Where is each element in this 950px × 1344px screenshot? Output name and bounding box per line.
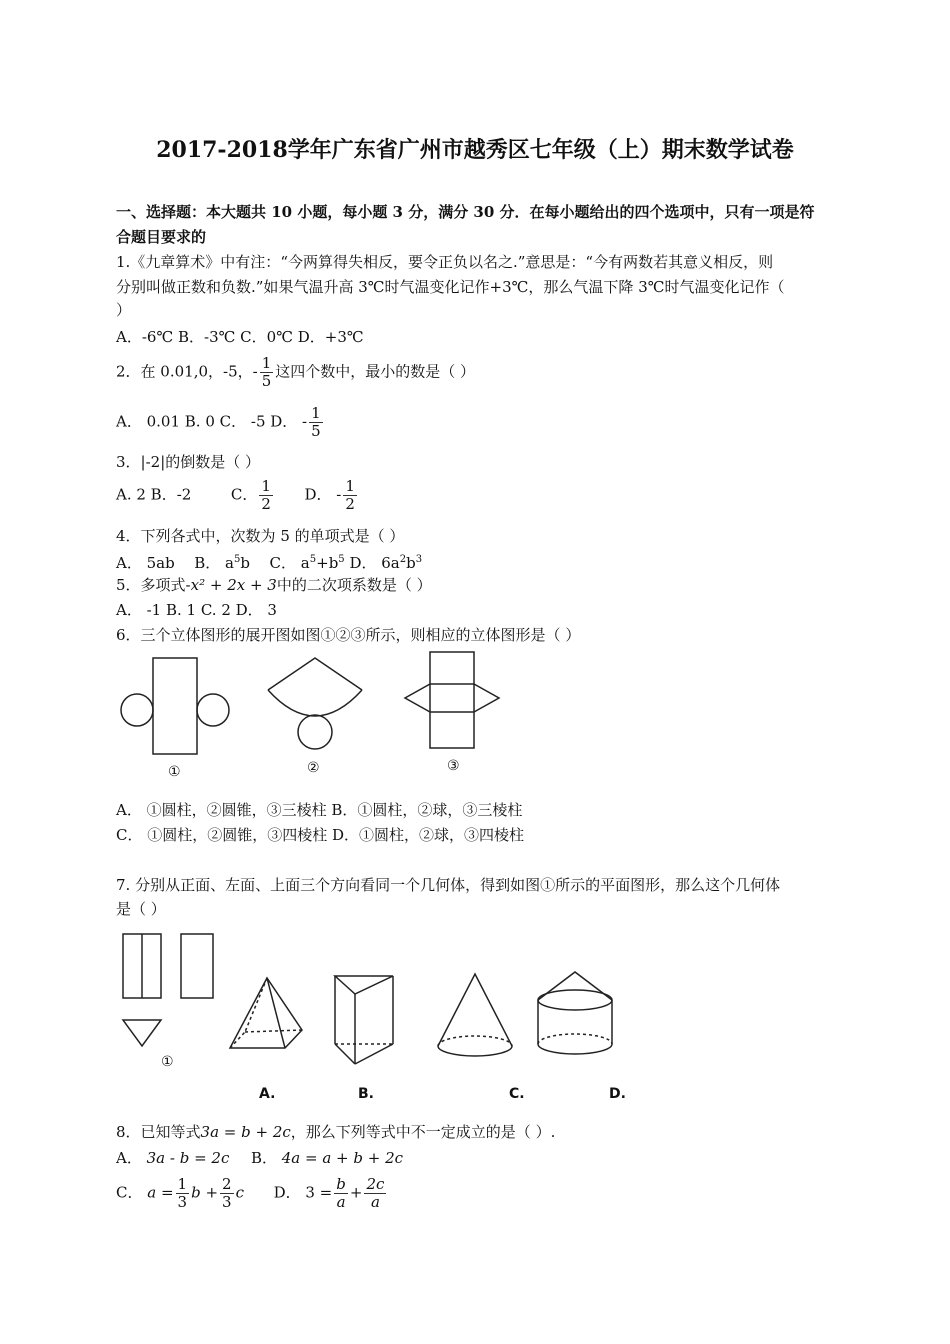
q4-opt-c-mid: +b: [316, 554, 339, 572]
q4-stem: 4．下列各式中，次数为 5 的单项式是（ ）: [116, 527, 405, 545]
q6-options-line2: C． ①圆柱，②圆锥，③四棱柱 D．①圆柱，②球，③四棱柱: [116, 826, 525, 844]
q8-opt-a: A．: [116, 1149, 142, 1167]
q8-opt-c-mid: b +: [191, 1183, 219, 1202]
q7-option-label-c: C.: [509, 1086, 525, 1102]
q7-fig-label: ①: [161, 1054, 174, 1070]
q7-option-label-b: B.: [358, 1086, 374, 1102]
q2-options: [116, 405, 325, 440]
q1-stem-line2: 分别叫做正数和负数.”如果气温升高 3℃时气温变化记作+3℃，那么气温下降 3℃时气温变化记作（: [116, 278, 785, 296]
q3-opt-ab: A. 2 B．-2: [116, 485, 192, 504]
q8-opt-a-expr: 3a - b = 2c: [146, 1149, 230, 1167]
section-heading-line1: 一、选择题：本大题共 10 小题，每小题 3 分，满分 30 分．在每小题给出的四个选项中，只有一项是符: [116, 203, 815, 221]
q2-stem-suffix: 这四个数中，最小的数是（ ）: [275, 362, 476, 381]
q8-opt-d: D．: [273, 1183, 301, 1202]
q4-opt-d: D． 6a: [344, 554, 400, 572]
q3-c-num: 1: [261, 477, 271, 495]
q8-opt-c: C．: [116, 1183, 143, 1202]
q2-opt-fraction: [309, 405, 323, 440]
q3-opt-c: C．: [230, 485, 258, 504]
section-heading-line2: 合题目要求的: [116, 228, 207, 246]
q8-opt-c-frac1: [176, 1176, 190, 1211]
q2-opt-frac-den: 5: [311, 422, 321, 440]
cone-icon: [438, 974, 512, 1056]
q7-option-label-d: D.: [609, 1086, 626, 1102]
q8-opt-b-expr: 4a = a + b + 2c: [281, 1149, 404, 1167]
q3-stem: 3．|-2|的倒数是（ ）: [116, 453, 261, 471]
q8-opt-b: B．: [250, 1149, 277, 1167]
prism-net-icon: [405, 652, 499, 748]
q8-equation: 3a = b + 2c: [200, 1123, 291, 1141]
q8-opt-d-frac1: [334, 1176, 348, 1211]
q8-d-f1-den: a: [336, 1193, 346, 1211]
q2-options-prefix: A． 0.01 B. 0 C． -5 D． -: [116, 412, 308, 431]
q3-opt-d: D． -: [304, 485, 342, 504]
q8-opt-d-frac2: [364, 1176, 386, 1211]
q1-stem-line3: ）: [116, 301, 132, 319]
q7-figure: [115, 928, 645, 1108]
q8-opt-d-mid: +: [349, 1183, 363, 1202]
q3-opt-d-fraction: [343, 478, 357, 513]
cone-cylinder-icon: [538, 972, 612, 1054]
q6-fig-label-3: ③: [447, 758, 460, 774]
q1-options: A．-6℃ B．-3℃ C．0℃ D．+3℃: [116, 328, 364, 346]
q5-stem: [116, 575, 432, 595]
q8-stem-prefix: 8．已知等式: [116, 1123, 201, 1141]
q6-stem: 6．三个立体图形的展开图如图①②③所示，则相应的立体图形是（ ）: [116, 626, 581, 644]
q4-opt-c-exp2: 5: [338, 554, 345, 565]
q4-options: [116, 550, 422, 573]
q2-stem: [116, 355, 475, 390]
q4-opt-c: C． a: [269, 554, 310, 572]
q8-d-f2-num: 2c: [366, 1175, 385, 1193]
q3-d-den: 2: [345, 495, 355, 513]
q8-d-f1-num: b: [336, 1175, 346, 1193]
q6-figure: [115, 650, 535, 785]
q6-fig-label-1: ①: [168, 764, 181, 780]
q2-frac-num: 1: [261, 354, 272, 372]
q5-options: A． -1 B. 1 C. 2 D． 3: [116, 601, 277, 619]
q2-frac-den: 5: [261, 372, 272, 390]
q6-options-line1: A． ①圆柱，②圆锥，③三棱柱 B．①圆柱，②球，③三棱柱: [116, 801, 523, 819]
q4-opt-b-exp: 5: [234, 554, 241, 565]
q7-stem-line2: 是（ ）: [116, 900, 166, 918]
q3-opt-c-fraction: [259, 478, 273, 513]
q7-stem-line1: 7. 分别从正面、左面、上面三个方向看同一个几何体，得到如图①所示的平面图形，那么这个几何体: [116, 876, 781, 894]
pyramid-icon: [230, 978, 302, 1048]
q8-d-f2-den: a: [370, 1193, 380, 1211]
page-title: 2017-2018学年广东省广州市越秀区七年级（上）期末数学试卷: [156, 137, 794, 163]
q4-opt-a: A． 5ab: [116, 554, 175, 572]
q4-opt-b: B． a: [194, 554, 234, 572]
q8-options-ab: [116, 1148, 403, 1168]
q8-opt-c-tail: c: [235, 1183, 244, 1202]
q2-fraction: [260, 355, 274, 390]
q8-opt-d-lhs: 3 =: [305, 1183, 333, 1202]
q2-opt-frac-num: 1: [311, 404, 321, 422]
q5-expression: x² + 2x + 3: [190, 576, 277, 594]
q1-stem-line1: 1.《九章算术》中有注：“今两算得失相反，要令正负以名之.”意思是：“今有两数若其意义相反，则: [116, 253, 774, 271]
q4-opt-d-exp1: 2: [399, 554, 407, 565]
q7-option-label-a: A.: [259, 1086, 276, 1102]
q8-opt-c-lhs: a =: [147, 1183, 174, 1202]
q8-c-f1-den: 3: [177, 1193, 188, 1211]
q2-stem-prefix: 2．在 0.01,0，-5，-: [116, 362, 258, 381]
q5-stem-suffix: 中的二次项系数是（ ）: [276, 576, 432, 594]
q8-c-f1-num: 1: [177, 1175, 188, 1193]
q8-stem: [116, 1122, 555, 1142]
q7-solids-drawing: [115, 928, 645, 1108]
q8-opt-c-frac2: [220, 1176, 234, 1211]
q3-d-num: 1: [345, 477, 355, 495]
q4-opt-c-exp1: 5: [309, 554, 317, 565]
cylinder-net-icon: [121, 658, 229, 754]
triangular-prism-icon: [335, 976, 393, 1064]
q6-fig-label-2: ②: [307, 760, 320, 776]
q3-c-den: 2: [261, 495, 271, 513]
q8-c-f2-den: 3: [222, 1193, 232, 1211]
cone-net-icon: [268, 658, 362, 749]
q8-c-f2-num: 2: [222, 1175, 232, 1193]
q4-opt-b-tail: b: [240, 554, 250, 572]
three-views-icon: [123, 934, 213, 1046]
q3-options: [116, 478, 359, 513]
q5-stem-prefix: 5．多项式-: [116, 576, 191, 594]
q4-opt-d-exp2: 3: [415, 554, 423, 565]
q8-stem-suffix: ，那么下列等式中不一定成立的是（ ）.: [290, 1123, 556, 1141]
q4-opt-d-mid: b: [406, 554, 416, 572]
q8-options-cd: [116, 1176, 388, 1211]
